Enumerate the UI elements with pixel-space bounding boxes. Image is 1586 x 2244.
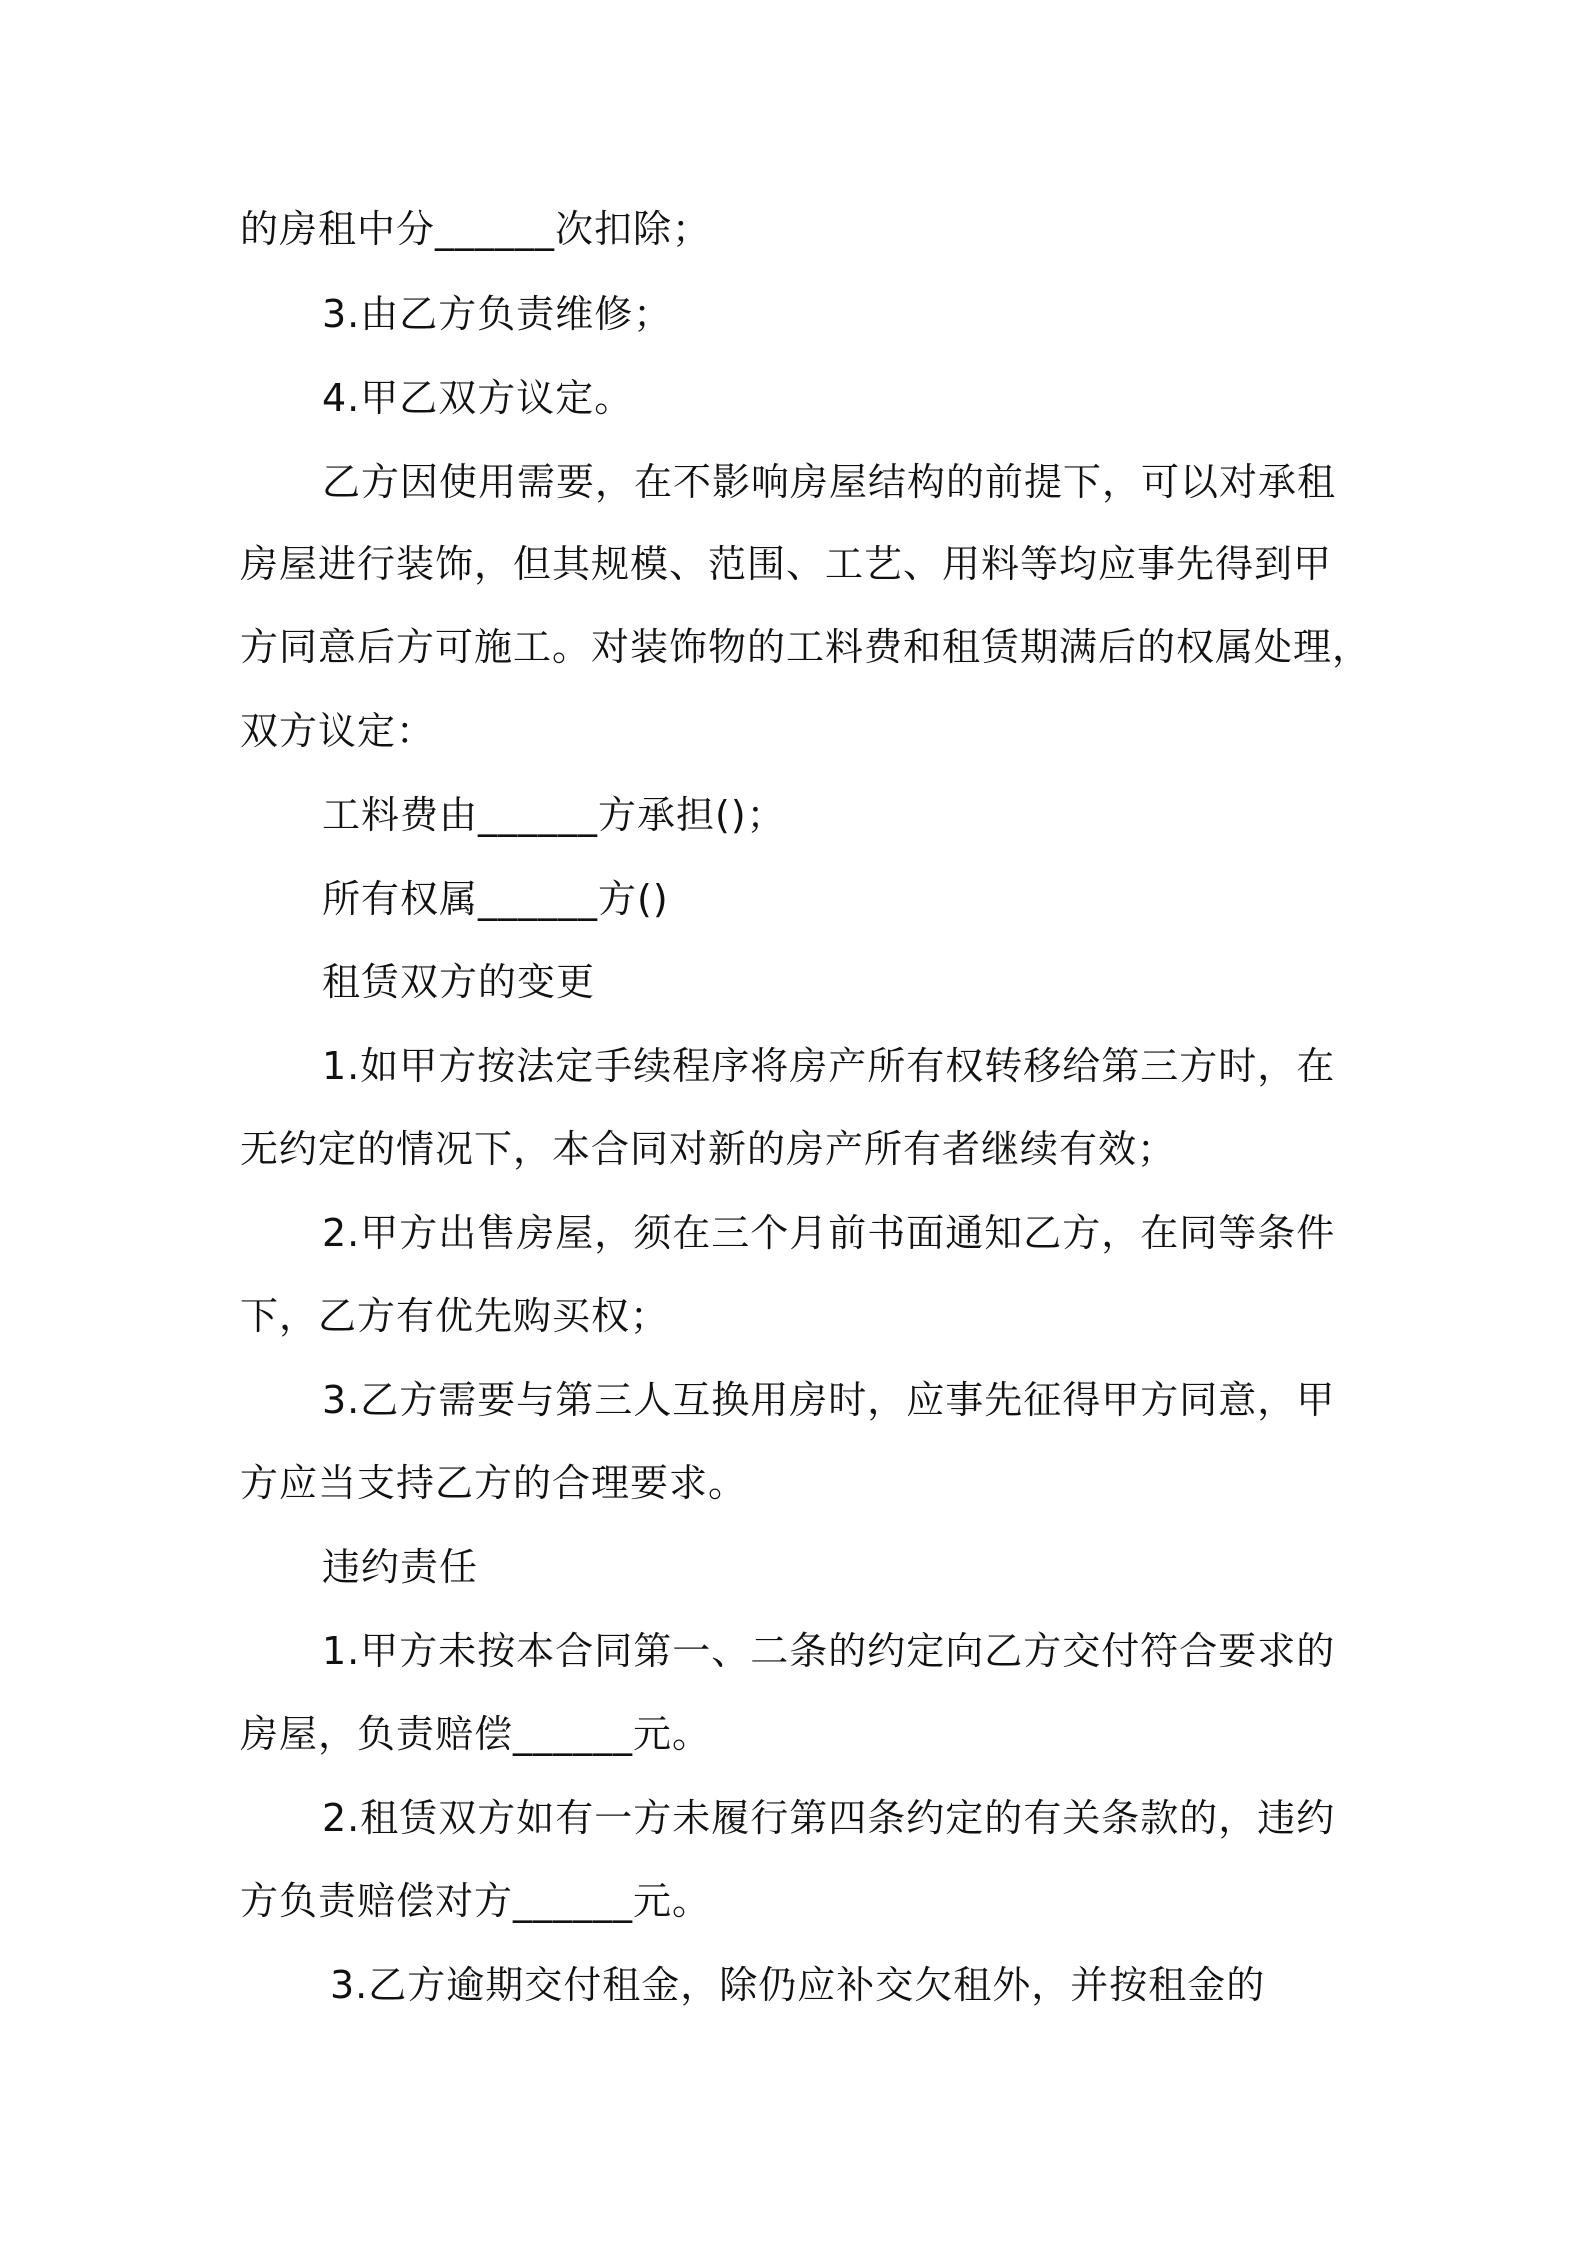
text-line-7: 双方议定： <box>240 709 436 753</box>
text-line-4: 乙方因使用需要，在不影响房屋结构的前提下，可以对承租 <box>322 460 1337 504</box>
text-line-15: 3.乙方需要与第三人互换用房时，应事先征得甲方同意，甲 <box>322 1378 1336 1422</box>
section-heading-breach: 违约责任 <box>322 1545 479 1589</box>
text-line-22: 3.乙方逾期交付租金，除仍应补交欠租外，并按租金的 <box>330 1963 1266 2007</box>
text-line-21: 方负责赔偿对方______元。 <box>240 1879 712 1923</box>
text-line-3: 4.甲乙双方议定。 <box>322 376 634 420</box>
text-line-8: 工料费由______方承担()； <box>322 793 786 837</box>
text-line-16: 方应当支持乙方的合理要求。 <box>240 1461 748 1505</box>
text-line-14: 下，乙方有优先购买权； <box>240 1294 670 1338</box>
text-line-18: 1.甲方未按本合同第一、二条的约定向乙方交付符合要求的 <box>322 1629 1336 1673</box>
text-line-1: 的房租中分______次扣除； <box>240 207 712 251</box>
section-heading-lease-change: 租赁双方的变更 <box>322 960 596 1004</box>
text-line-12: 无约定的情况下，本合同对新的房产所有者继续有效； <box>240 1127 1177 1171</box>
text-line-2: 3.由乙方负责维修； <box>322 292 673 336</box>
text-line-13: 2.甲方出售房屋，须在三个月前书面通知乙方，在同等条件 <box>322 1211 1336 1255</box>
text-line-20: 2.租赁双方如有一方未履行第四条约定的有关条款的，违约 <box>322 1796 1336 1840</box>
text-line-6: 方同意后方可施工。对装饰物的工料费和租赁期满后的权属处理， <box>240 625 1372 669</box>
text-line-11: 1.如甲方按法定手续程序将房产所有权转移给第三方时，在 <box>322 1044 1336 1088</box>
text-line-5: 房屋进行装饰，但其规模、范围、工艺、用料等均应事先得到甲 <box>240 542 1333 586</box>
text-line-9: 所有权属______方() <box>322 877 669 921</box>
text-line-19: 房屋，负责赔偿______元。 <box>240 1712 712 1756</box>
